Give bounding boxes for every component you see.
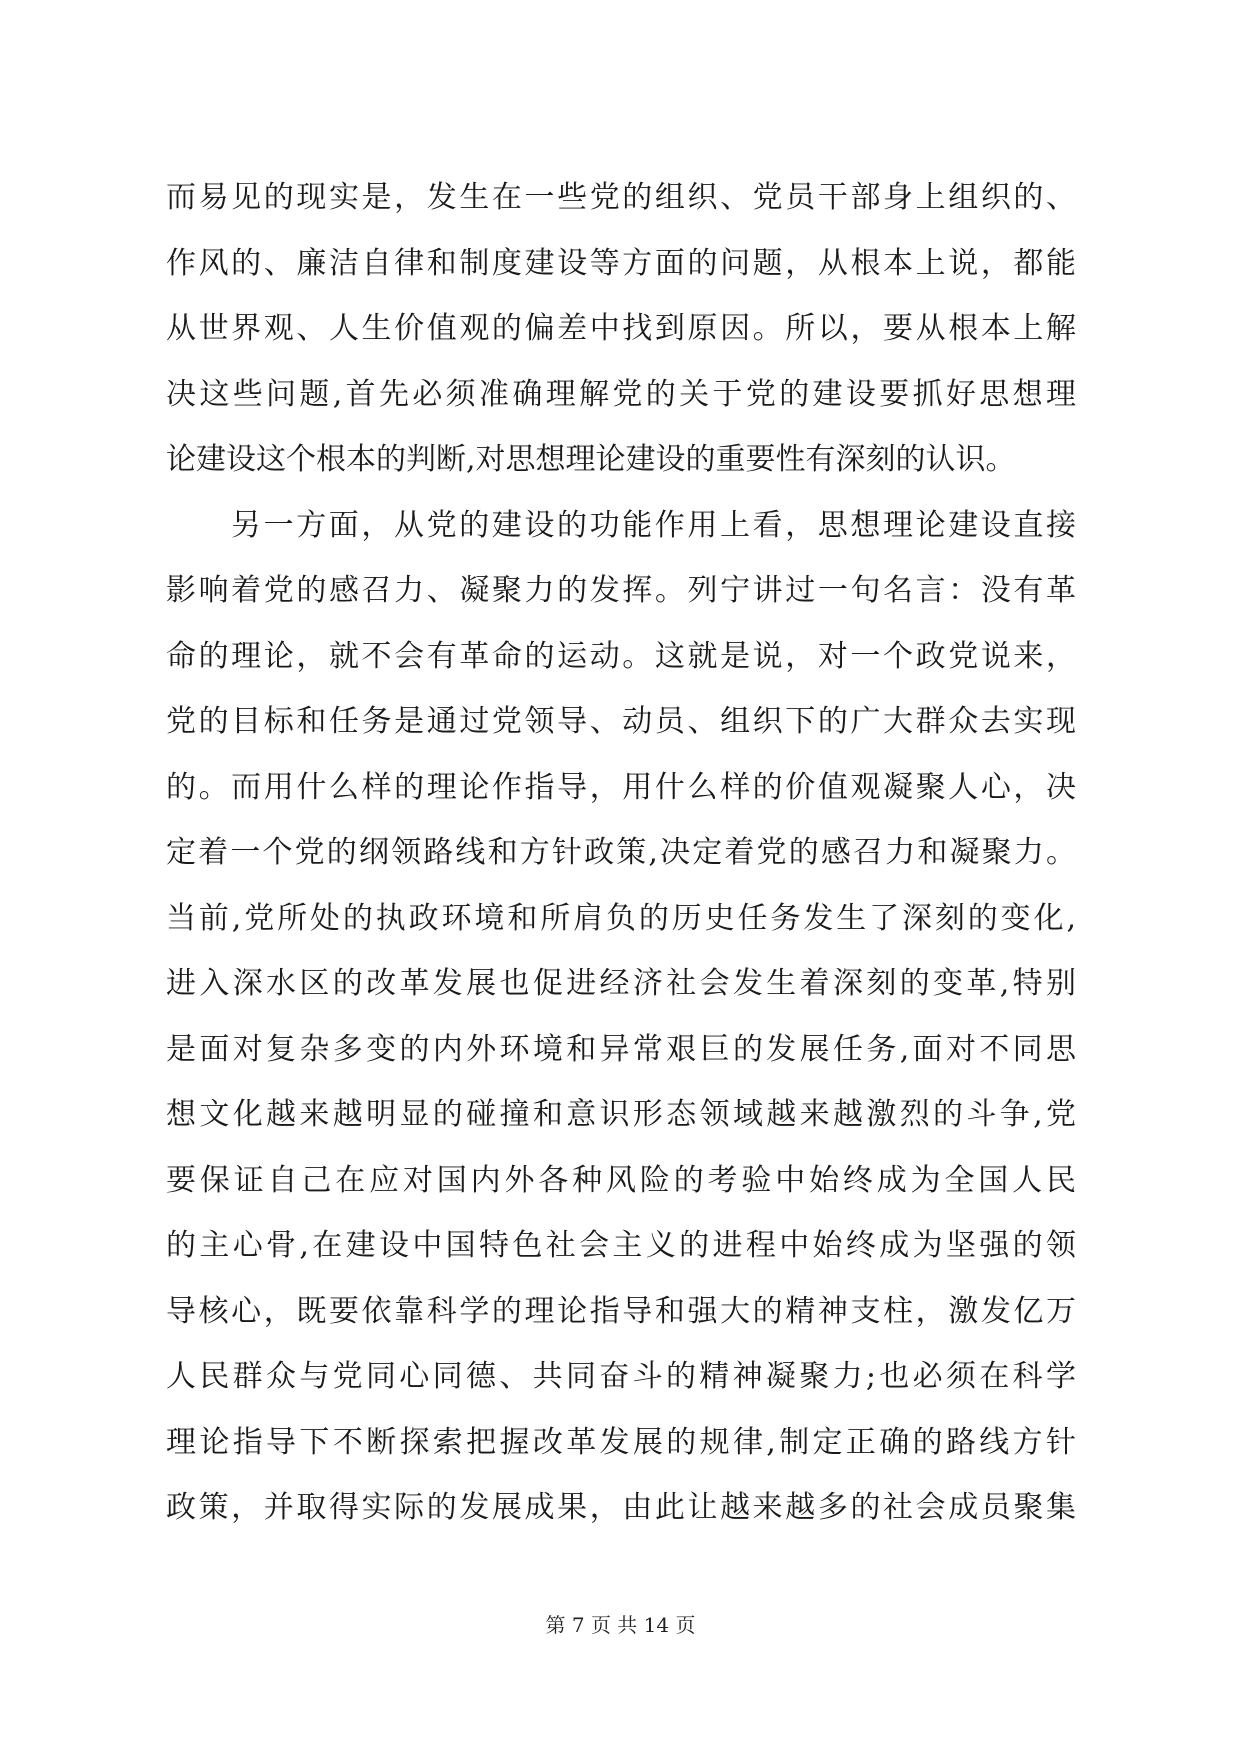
text-line: 当前,党所处的执政环境和所肩负的历史任务发生了深刻的变化, <box>166 900 1076 936</box>
text-line: 的主心骨,在建设中国特色社会主义的进程中始终成为坚强的领 <box>166 1228 1076 1263</box>
text-line: 论建设这个根本的判断,对思想理论建设的重要性有深刻的认识。 <box>166 442 1016 477</box>
body-text <box>166 165 1076 1541</box>
text-line: 而易见的现实是，发生在一些党的组织、党员干部身上组织的、 <box>166 180 1076 215</box>
text-line: 决这些问题,首先必须准确理解党的关于党的建设要抓好思想理 <box>166 376 1076 412</box>
text-line: 定着一个党的纲领路线和方针政策,决定着党的感召力和凝聚力。 <box>166 835 1076 870</box>
text-line: 要保证自己在应对国内外各种风险的考验中始终成为全国人民 <box>166 1162 1076 1198</box>
paragraph-2 <box>166 493 1076 1541</box>
text-line: 想文化越来越明显的碰撞和意识形态领域越来越激烈的斗争,党 <box>166 1097 1076 1132</box>
text-line: 党的目标和任务是通过党领导、动员、组织下的广大群众去实现 <box>166 704 1076 739</box>
text-line: 是面对复杂多变的内外环境和异常艰巨的发展任务,面对不同思 <box>166 1031 1076 1067</box>
text-line: 理论指导下不断探索把握改革发展的规律,制定正确的路线方针 <box>166 1424 1076 1460</box>
text-line: 命的理论，就不会有革命的运动。这就是说，对一个政党说来， <box>166 638 1076 674</box>
text-line: 人民群众与党同心同德、共同奋斗的精神凝聚力;也必须在科学 <box>166 1359 1076 1394</box>
paragraph-1 <box>166 165 1076 493</box>
text-line: 影响着党的感召力、凝聚力的发挥。列宁讲过一句名言：没有革 <box>166 573 1076 608</box>
text-line: 导核心，既要依靠科学的理论指导和强大的精神支柱，激发亿万 <box>166 1293 1076 1329</box>
text-line: 作风的、廉洁自律和制度建设等方面的问题，从根本上说，都能 <box>166 245 1076 281</box>
text-line: 另一方面，从党的建设的功能作用上看，思想理论建设直接 <box>231 507 1076 543</box>
page-footer <box>0 1611 1241 1639</box>
text-line: 的。而用什么样的理论作指导，用什么样的价值观凝聚人心，决 <box>166 769 1076 805</box>
text-line: 进入深水区的改革发展也促进经济社会发生着深刻的变革,特别 <box>166 966 1076 1001</box>
text-line: 政策，并取得实际的发展成果，由此让越来越多的社会成员聚集 <box>166 1490 1076 1525</box>
text-line: 从世界观、人生价值观的偏差中找到原因。所以，要从根本上解 <box>166 311 1076 346</box>
page-number-label: 第 7 页 共 14 页 <box>545 1613 696 1637</box>
